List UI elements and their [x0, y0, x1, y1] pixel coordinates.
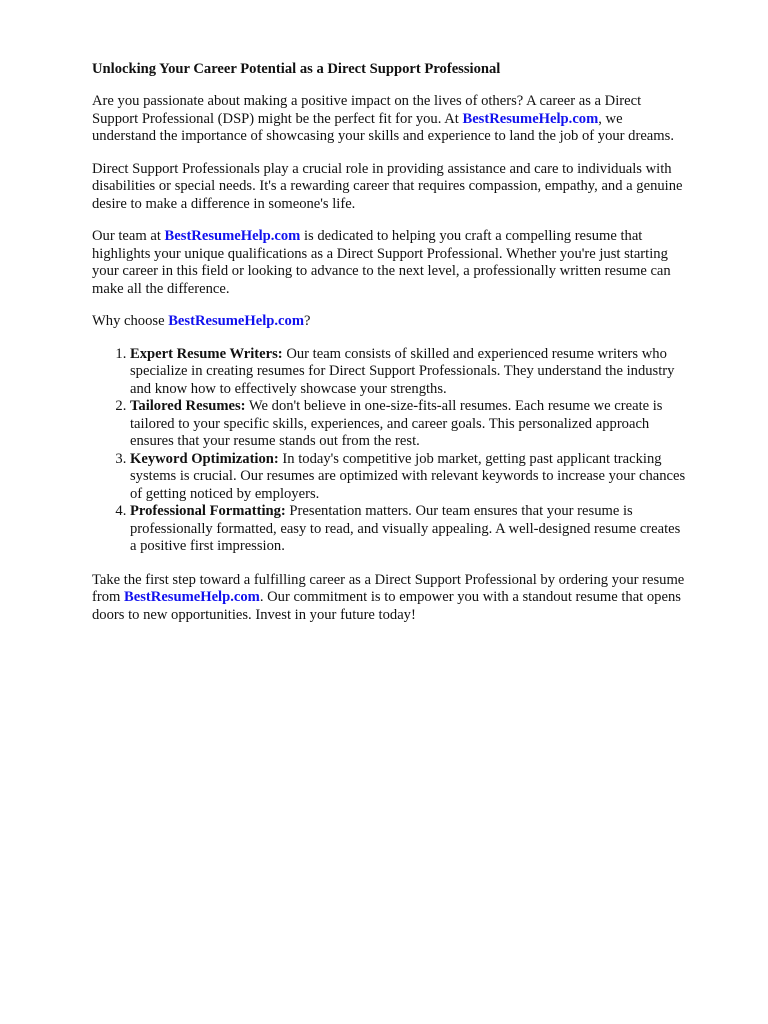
why-text-after: ? — [303, 313, 311, 329]
list-item-label: Professional Formatting: — [130, 503, 286, 519]
intro-paragraph — [92, 93, 688, 146]
intro-text-before: Are you passionate about making a positive impact on the lives of others? A career as a Direct Support Professional (DSP) might be the perfect fit for you. At — [92, 93, 642, 127]
role-paragraph: Direct Support Professionals play a crucial role in providing assistance and care to individuals with disabilities or special needs. It's a rewarding career that requires compassion, empathy, and a genuine desire to make a difference in someone's life. — [92, 160, 683, 212]
bestresumehelp-link[interactable]: BestResumeHelp.com — [168, 313, 304, 329]
list-item-text: Our team consists of skilled and experienced resume writers who specialize in creating resumes for Direct Support Professionals. They understand the industry and know how to effectively showcase your strengths. — [130, 345, 675, 397]
list-item — [130, 503, 688, 556]
why-text-before: Why choose — [92, 313, 169, 329]
team-text-after: is dedicated to helping you craft a compelling resume that highlights your unique qualifications as a Direct Support Professional. Whether you're just starting your career in this field or looking to advance to the next level, a professionally written resume can make all the difference. — [92, 228, 671, 297]
list-item-text: In today's competitive job market, getting past applicant tracking systems is crucial. Our resumes are optimized with relevant keywords to increase your chances of getting noticed by employers. — [130, 450, 686, 502]
list-item-text: We don't believe in one-size-fits-all resumes. Each resume we create is tailored to your specific skills, experiences, and career goals. This personalized approach ensures that your resume stands out from the rest. — [130, 398, 663, 449]
closing-text-after: . Our commitment is to empower you with a standout resume that opens doors to new opportunities. Invest in your future today! — [92, 589, 681, 623]
why-choose-paragraph — [92, 313, 688, 331]
list-item-label: Tailored Resumes: — [130, 398, 246, 414]
list-item-label: Expert Resume Writers: — [130, 345, 283, 362]
bestresumehelp-link[interactable]: BestResumeHelp.com — [164, 228, 301, 244]
bestresumehelp-link[interactable]: BestResumeHelp.com — [124, 589, 260, 605]
team-text-before: Our team at — [92, 228, 165, 244]
list-item — [130, 398, 688, 451]
bestresumehelp-link[interactable]: BestResumeHelp.com — [462, 110, 599, 127]
document-title: Unlocking Your Career Potential as a Direct Support Professional — [92, 61, 501, 77]
list-item — [130, 346, 688, 399]
closing-paragraph — [92, 572, 688, 625]
reasons-list — [92, 346, 688, 556]
team-paragraph — [92, 228, 688, 298]
list-item — [130, 451, 688, 504]
intro-text-after: , we understand the importance of showcasing your skills and experience to land the job of your dreams. — [92, 110, 674, 144]
list-item-label: Keyword Optimization: — [130, 450, 279, 467]
list-item-text: Presentation matters. Our team ensures that your resume is professionally formatted, easy to read, and visually appealing. A well-designed resume creates a positive first impression. — [130, 503, 681, 554]
closing-text-before: Take the first step toward a fulfilling career as a Direct Support Professional by ordering your resume from — [92, 571, 685, 605]
